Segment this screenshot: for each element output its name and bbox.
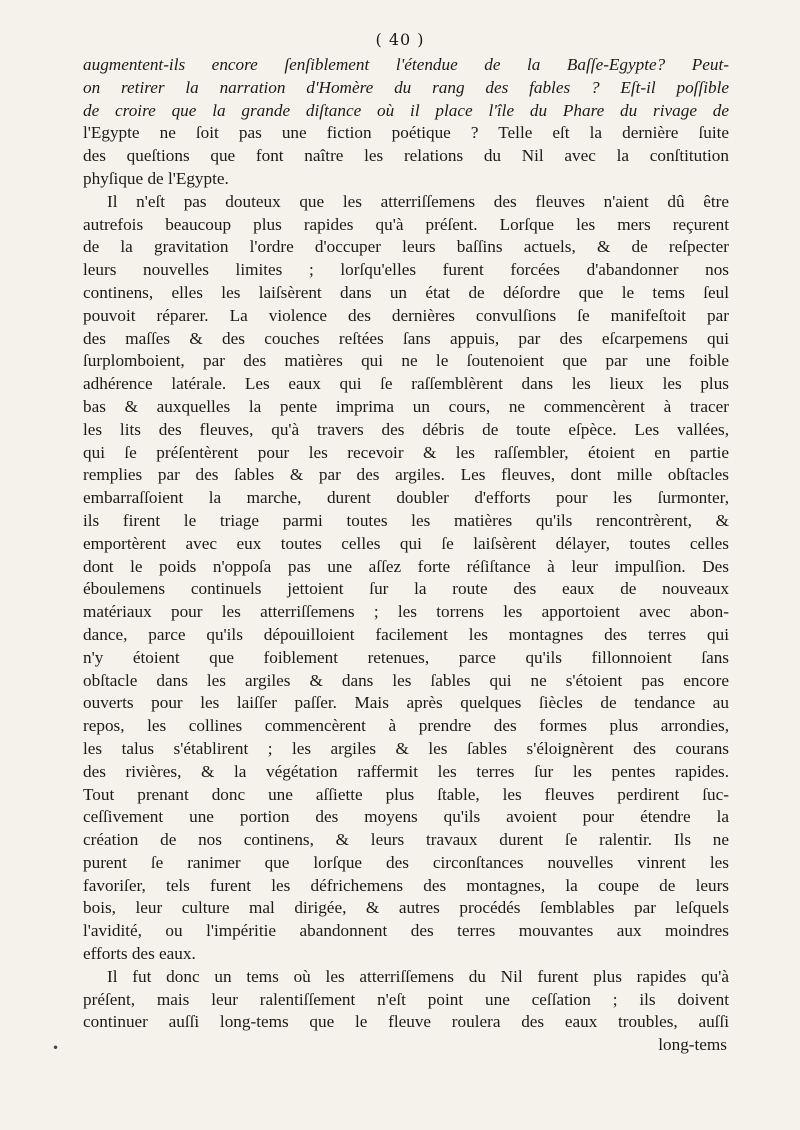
text-line: efforts des eaux. — [83, 944, 196, 964]
text-line: matériaux pour les atterriſſemens ; les torrens les apportoient avec abon- — [83, 602, 729, 622]
text-line: autrefois beaucoup plus rapides qu'à préſent. Lorſque les mers reçurent — [83, 214, 729, 234]
text-line: l'avidité, ou l'impéritie abandonnent des terres mouvantes aux moindres — [83, 921, 729, 941]
text-line: obſtacle dans les argiles & dans les ſables qui ne s'étoient pas encore — [83, 670, 729, 690]
text-line: favoriſer, tels furent les défrichemens des montagnes, la coupe de leurs — [83, 875, 729, 895]
text-line: augmentent-ils encore ſenſiblement l'étendue de la Baſſe-Egypte? Peut- — [83, 55, 729, 74]
text-line: remplies par des ſables & par des argiles. Les fleuves, dont mille obſtacles — [83, 465, 729, 485]
text-line: dont le poids n'oppoſa pas une aſſez forte réſiſtance à leur impulſion. Des — [83, 556, 729, 576]
body-text — [83, 54, 729, 1057]
text-line: repos, les collines commencèrent à prendre des formes plus arrondies, — [83, 716, 729, 736]
text-line: de la gravitation l'ordre d'occuper leurs baſſins actuels, & de reſpecter — [83, 237, 729, 257]
paragraph — [83, 966, 729, 1034]
text-line: continuer auſſi long-tems que le fleuve roulera des eaux troubles, auſſi — [83, 1012, 729, 1032]
text-line: les lits des fleuves, qu'à travers des débris de toute eſpèce. Les vallées, — [83, 419, 729, 439]
text-line: des maſſes & des couches reſtées ſans appuis, par des eſcarpemens qui — [83, 328, 729, 348]
text-line: pouvoit réparer. La violence des dernières convulſions ſe manifeſtoit par — [83, 305, 729, 325]
text-line: adhérence latérale. Les eaux qui ſe raſſemblèrent dans les lieux les plus — [83, 374, 729, 394]
text-line: Il fut donc un tems où les atterriſſemens du Nil furent plus rapides qu'à — [107, 966, 729, 986]
text-line: Il n'eſt pas douteux que les atterriſſemens des fleuves n'aient dû être — [107, 191, 729, 211]
text-line: ceſſivement une portion des moyens qu'ils avoient pour étendre la — [83, 807, 729, 827]
text-line: phyſique de l'Egypte. — [83, 168, 229, 188]
text-line: purent ſe ranimer que lorſque des circonſtances nouvelles vinrent les — [83, 852, 729, 872]
text-line: qui ſe préſentèrent pour les recevoir & les raſſembler, étoient en partie — [83, 442, 729, 462]
text-line: bas & auxquelles la pente imprima un cours, ne commencèrent à tracer — [83, 396, 729, 416]
text-line: de croire que la grande diſtance où il place l'île du Phare du rivage de — [83, 100, 729, 120]
text-line: emportèrent avec eux toutes celles qui ſe laiſsèrent délayer, toutes celles — [83, 533, 729, 553]
text-line: ouverts pour les laiſſer paſſer. Mais après quelques ſiècles de tendance au — [83, 693, 729, 713]
text-line: ils firent le triage parmi toutes les matières qu'ils rencontrèrent, & — [83, 510, 729, 530]
margin-mark: • — [52, 1041, 60, 1055]
text-line: préſent, mais leur ralentiſſement n'eſt point une ceſſation ; ils doivent — [83, 989, 729, 1009]
text-line: les talus s'établirent ; les argiles & les ſables s'éloignèrent des courans — [83, 738, 729, 758]
text-line: l'Egypte ne ſoit pas une fiction poétique ? Telle eſt la dernière ſuite — [83, 123, 729, 143]
text-line: leurs nouvelles limites ; lorſqu'elles furent forcées d'abandonner nos — [83, 260, 729, 280]
text-line: embarraſſoient la marche, durent doubler d'efforts pour les ſurmonter, — [83, 488, 729, 508]
text-line: des rivières, & la végétation raffermit les terres ſur les pentes rapides. — [83, 761, 729, 781]
text-line: on retirer la narration d'Homère du rang des fables ? Eſt-il poſſible — [83, 77, 729, 97]
catchword: long-tems — [658, 1035, 727, 1055]
text-line: ſurplomboient, par des matières qui ne le ſoutenoient que par une foible — [83, 351, 729, 371]
text-line: éboulemens continuels jettoient ſur la route des eaux de nouveaux — [83, 579, 729, 599]
text-line: bois, leur culture mal dirigée, & autres procédés ſemblables par leſquels — [83, 898, 729, 918]
text-line: des queſtions que font naître les relations du Nil avec la conſtitution — [83, 146, 729, 166]
text-line: continens, elles les laiſsèrent dans un état de déſordre que le tems ſeul — [83, 282, 729, 302]
paragraph — [83, 191, 729, 966]
text-line: création de nos continens, & leurs travaux durent ſe ralentir. Ils ne — [83, 830, 729, 850]
text-line: n'y étoient que foiblement retenues, parce qu'ils fillonnoient ſans — [83, 647, 729, 667]
text-line: Tout prenant donc une aſſiette plus ſtable, les fleuves perdirent ſuc- — [83, 784, 729, 804]
text-line: dance, parce qu'ils dépouilloient facilement les montagnes des terres qui — [83, 624, 729, 644]
paragraph — [83, 54, 729, 191]
page-number: ( 40 ) — [375, 30, 425, 49]
